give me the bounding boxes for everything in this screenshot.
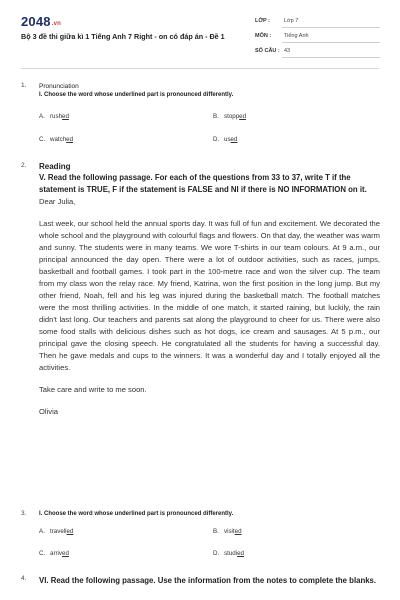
option-d[interactable] (213, 136, 237, 143)
question-instruction: V. Read the following passage. For each of the questions from 33 to 37, write T if the statement is TRUE, F if the statement is FALSE and NI if there is NO INFORMATION on it. (39, 173, 367, 194)
question-instruction: I. Choose the word whose underlined part is pronounced differently. (39, 92, 234, 98)
passage-greeting: Dear Julia, (39, 197, 76, 206)
class-underline (282, 27, 380, 28)
option-letter: A. (39, 528, 45, 535)
option-underlined: ed (234, 528, 242, 535)
option-letter: D. (213, 550, 220, 557)
option-stem: arriv (50, 550, 63, 557)
option-stem: stopp (224, 113, 240, 120)
option-a[interactable] (39, 113, 69, 120)
site-logo[interactable] (21, 14, 61, 29)
option-letter: C. (39, 550, 46, 557)
options-group (39, 519, 380, 569)
option-underlined: ed (66, 136, 74, 143)
option-stem: visit (224, 528, 235, 535)
question-number: 1. (21, 82, 27, 89)
option-letter: D. (213, 136, 220, 143)
option-b[interactable] (213, 113, 246, 120)
option-stem: watch (50, 136, 67, 143)
passage-signature: Olivia (39, 407, 58, 416)
section-title: Reading (39, 162, 71, 171)
count-label: SỐ CÂU : (255, 48, 280, 54)
option-underlined: ed (239, 113, 247, 120)
option-letter: B. (213, 113, 219, 120)
option-stem: studi (224, 550, 238, 557)
question-number: 3. (21, 510, 27, 517)
options-group (39, 100, 380, 150)
option-underlined: ed (237, 550, 244, 557)
question-number: 2. (21, 162, 27, 169)
option-d[interactable] (213, 550, 244, 557)
passage-paragraph: Last week, our school held the annual sports day. It was full of fun and excitement. We decorated the whole school and the playground with colourful flags and flowers. On that day, the weather was warm and sunny. The students were in many teams. We wore T-shirts in our team colours. At 9 a.m., our principal announced the day open. There were a lot of outdoor activities, such as races, jumps, basketball and football games. I took part in the 100-metre race and won the silver cup. The team from my class won the relay race. My friend, Katrina, won the first position in the long jump. But my other friend, Noah, fell and his leg was injured during the basketball match. The football matches were the most thrilling activities. In the middle of one match, it started raining, but luckily, the rain didn't last long. Our teachers and parents sat along the playground to cheer for us. There were also some food stalls with delicious dishes such as hot dogs, ice cream and sausages. At 5 p.m., our principal gave the closing speech. He congratulated all the students for having a successful day. Then he gave medals and cups to the winners. It was a wonderful day and I totally enjoyed all the activities. (39, 219, 380, 372)
option-stem: us (224, 136, 231, 143)
option-underlined: ed (62, 550, 69, 557)
document-header (0, 0, 400, 68)
class-label: LỚP : (255, 18, 270, 24)
option-stem: travell (50, 528, 67, 535)
option-b[interactable] (213, 528, 242, 535)
document-title: Bộ 3 đề thi giữa kì 1 Tiếng Anh 7 Right - on có đáp án - Đề 1 (21, 32, 225, 41)
question-number: 4. (21, 575, 27, 582)
option-c[interactable] (39, 136, 73, 143)
logo-suffix: .vn (51, 21, 62, 27)
subject-underline (282, 42, 380, 43)
option-underlined: ed (230, 136, 238, 143)
option-stem: rush (50, 113, 63, 120)
question-instruction: I. Choose the word whose underlined part is pronounced differently. (39, 511, 234, 517)
section-title: Pronunciation (39, 83, 79, 90)
option-letter: C. (39, 136, 46, 143)
option-underlined: ed (62, 113, 69, 120)
header-divider (21, 68, 379, 69)
option-a[interactable] (39, 528, 73, 535)
question-instruction: VI. Read the following passage. Use the information from the notes to complete the blanks. (39, 576, 377, 585)
option-underlined: ed (66, 528, 74, 535)
passage-closing: Take care and write to me soon. (39, 385, 147, 394)
class-value: Lớp 7 (284, 18, 299, 24)
logo-text: 2048 (21, 14, 51, 29)
count-underline (282, 57, 380, 58)
subject-value: Tiếng Anh (284, 33, 309, 39)
option-letter: B. (213, 528, 219, 535)
reading-passage (39, 196, 380, 418)
subject-label: MÔN : (255, 33, 272, 39)
count-value: 43 (284, 48, 291, 54)
option-letter: A. (39, 113, 45, 120)
option-c[interactable] (39, 550, 69, 557)
